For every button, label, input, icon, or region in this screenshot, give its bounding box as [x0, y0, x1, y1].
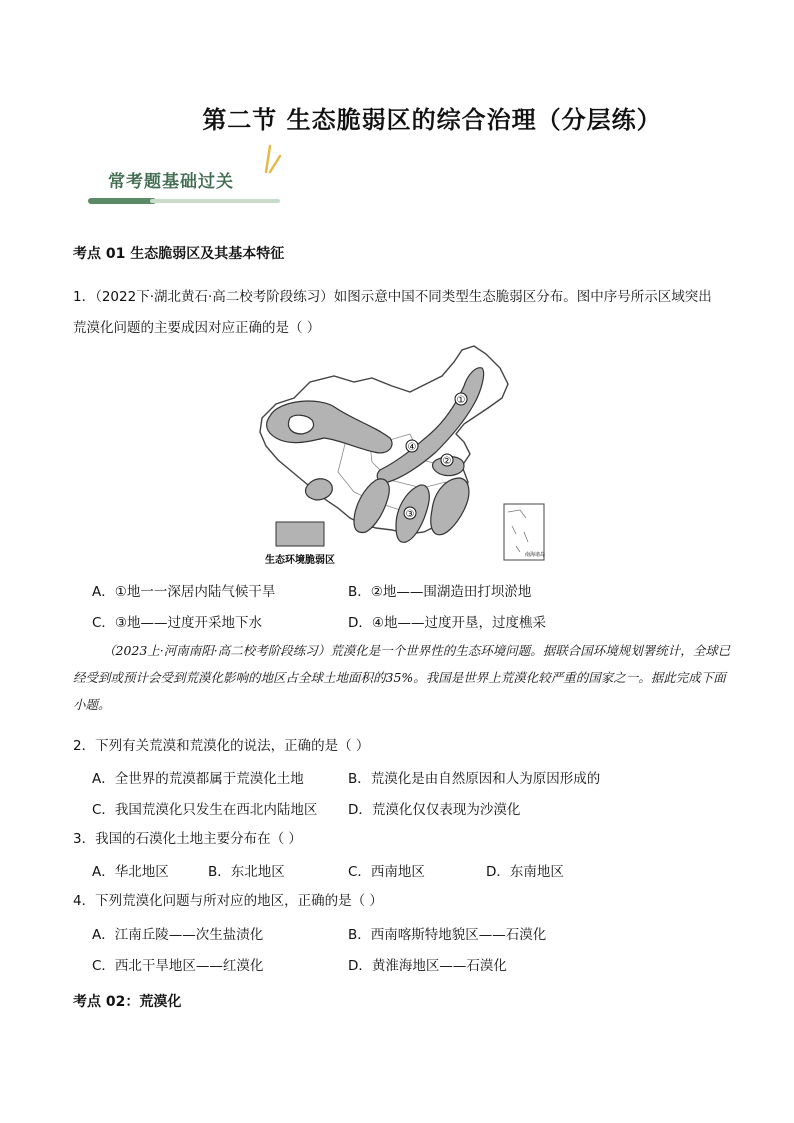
q1-option-a[interactable]: A．①地一一深居内陆气候干旱 — [92, 584, 276, 600]
q4-option-b[interactable]: B．西南喀斯特地貌区——石漠化 — [348, 927, 547, 943]
q3-option-c[interactable]: C．西南地区 — [348, 864, 425, 880]
q4-stem: 4．下列荒漠化问题与所对应的地区，正确的是（ ） — [73, 893, 383, 909]
sparkle-icon — [262, 144, 284, 174]
q4-option-c[interactable]: C．西北干旱地区——红漠化 — [92, 958, 264, 974]
q2-option-d[interactable]: D．荒漠化仅仅表现为沙漠化 — [348, 802, 521, 818]
marker-2: ② — [442, 456, 452, 467]
q4-option-a[interactable]: A．江南丘陵——次生盐渍化 — [92, 927, 264, 943]
q1-option-b[interactable]: B．②地——围湖造田打坝淤地 — [348, 584, 532, 600]
section-banner-label: 常考题基础过关 — [108, 172, 234, 192]
q1-option-d[interactable]: D．④地——过度开垦，过度樵采 — [348, 615, 546, 631]
q2-option-a[interactable]: A．全世界的荒漠都属于荒漠化土地 — [92, 771, 304, 787]
q1-option-c[interactable]: C．③地——过度开采地下水 — [92, 615, 263, 631]
legend-swatch — [276, 522, 324, 546]
legend-label: 生态环境脆弱区 — [265, 555, 335, 566]
banner-underline-light — [150, 199, 280, 203]
q1-stem-line2: 荒漠化问题的主要成因对应正确的是（ ） — [73, 320, 321, 336]
marker-1: ① — [456, 395, 466, 406]
inset-label: 南海诸岛 — [524, 552, 546, 558]
q2-option-b[interactable]: B．荒漠化是由自然原因和人为原因形成的 — [348, 771, 601, 787]
material-paragraph: （2023上·河南南阳·高二校考阶段练习）荒漠化是一个世界性的生态环境问题。据联合国环境规划署统计，全球已经受到或预计会受到荒漠化影响的地区占全球土地面积的35%。我国是世界上荒漠化较严重的国家之一。据此完成下面小题。 — [73, 643, 731, 712]
q1-stem-line1: 1．（2022下·湖北黄石·高二校考阶段练习）如图示意中国不同类型生态脆弱区分布。图中序号所示区域突出 — [73, 289, 712, 305]
page-title: 第二节 生态脆弱区的综合治理（分层练） — [202, 106, 662, 134]
banner-underline-dark — [88, 198, 156, 204]
q3-stem: 3．我国的石漠化土地主要分布在（ ） — [73, 831, 302, 847]
q3-option-d[interactable]: D．东南地区 — [486, 864, 564, 880]
q2-option-c[interactable]: C．我国荒漠化只发生在西北内陆地区 — [92, 802, 318, 818]
china-fragile-zone-map — [250, 342, 550, 572]
q3-option-b[interactable]: B．东北地区 — [208, 864, 285, 880]
marker-3: ③ — [405, 509, 415, 520]
section-heading-1: 考点 01 生态脆弱区及其基本特征 — [73, 246, 285, 262]
section-heading-2: 考点 02：荒漠化 — [73, 994, 182, 1010]
q3-option-a[interactable]: A．华北地区 — [92, 864, 169, 880]
q4-option-d[interactable]: D．黄淮海地区——石漠化 — [348, 958, 507, 974]
marker-4: ④ — [407, 442, 417, 453]
q2-stem: 2．下列有关荒漠和荒漠化的说法，正确的是（ ） — [73, 738, 370, 754]
